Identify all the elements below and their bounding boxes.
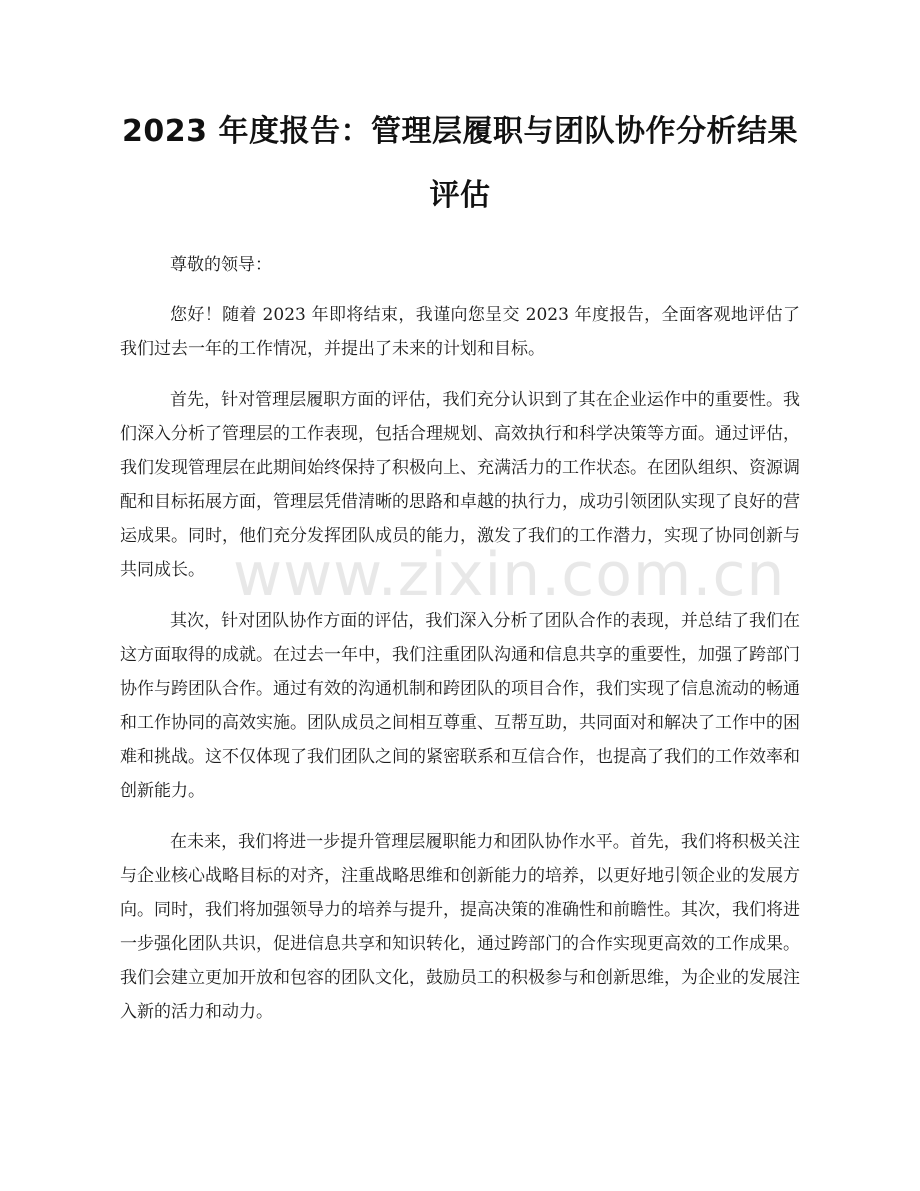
paragraph-future: 在未来，我们将进一步提升管理层履职能力和团队协作水平。首先，我们将积极关注与企业核心战略目标的对齐，注重战略思维和创新能力的培养，以更好地引领企业的发展方向。同时，我们将加强领导力的培养与提升，提高决策的准确性和前瞻性。其次，我们将进一步强化团队共识，促进信息共享和知识转化，通过跨部门的合作实现更高效的工作成果。我们会建立更加开放和包容的团队文化，鼓励员工的积极参与和创新思维，为企业的发展注入新的活力和动力。 [120, 832, 800, 1022]
paragraph-intro: 您好！随着 2023 年即将结束，我谨向您呈交 2023 年度报告，全面客观地评估了我们过去一年的工作情况，并提出了未来的计划和目标。 [120, 305, 800, 359]
paragraph-management: 首先，针对管理层履职方面的评估，我们充分认识到了其在企业运作中的重要性。我们深入分析了管理层的工作表现，包括合理规划、高效执行和科学决策等方面。通过评估，我们发现管理层在此期间始终保持了积极向上、充满活力的工作状态。在团队组织、资源调配和目标拓展方面，管理层凭借清晰的思路和卓越的执行力，成功引领团队实现了良好的营运成果。同时，他们充分发挥团队成员的能力，激发了我们的工作潜力，实现了协同创新与共同成长。 [120, 390, 800, 580]
paragraph-teamwork: 其次，针对团队协作方面的评估，我们深入分析了团队合作的表现，并总结了我们在这方面取得的成就。在过去一年中，我们注重团队沟通和信息共享的重要性，加强了跨部门协作与跨团队合作。通过有效的沟通机制和跨团队的项目合作，我们实现了信息流动的畅通和工作协同的高效实施。团队成员之间相互尊重、互帮互助，共同面对和解决了工作中的困难和挑战。这不仅体现了我们团队之间的紧密联系和互信合作，也提高了我们的工作效率和创新能力。 [120, 611, 800, 801]
greeting-line: 尊敬的领导： [170, 255, 272, 275]
document-title: 2023 年度报告：管理层履职与团队协作分析结果评估 [122, 114, 798, 213]
watermark: www.zixin.com.cn [233, 540, 786, 610]
